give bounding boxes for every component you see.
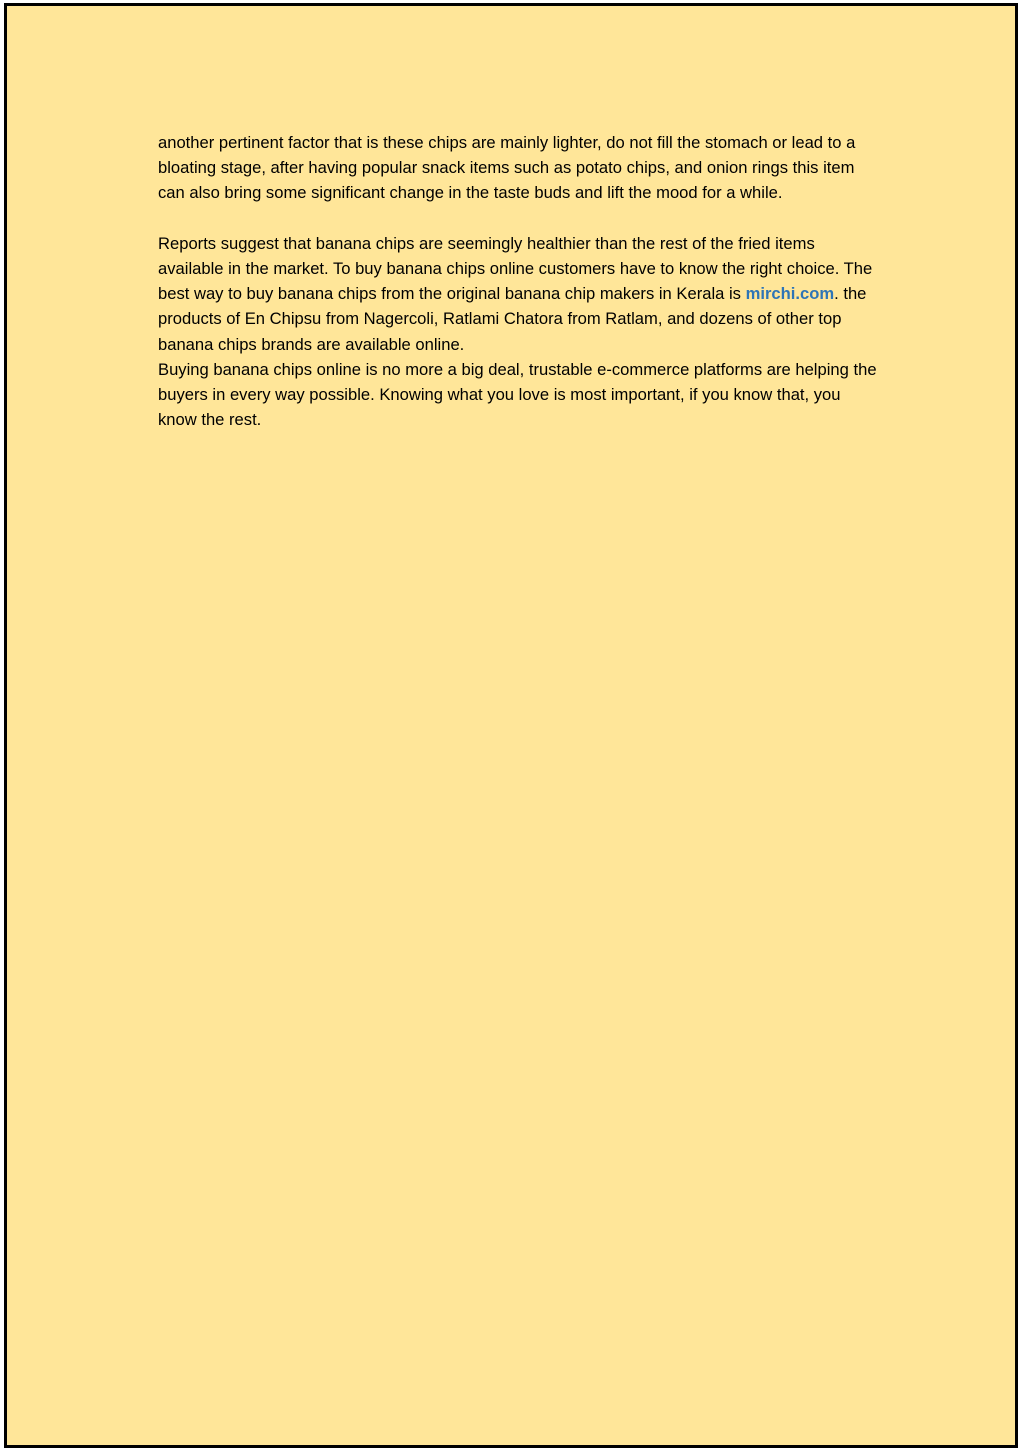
- document-body: [158, 130, 878, 432]
- paragraph-lightness: another pertinent factor that is these chips are mainly lighter, do not fill the stomach or lead to a bloating stage, after having popular snack items such as potato chips, and onion rings this item can also bring some significant change in the taste buds and lift the mood for a while.: [158, 133, 856, 203]
- paragraph-buying-online: Buying banana chips online is no more a big deal, trustable e-commerce platforms are helping the buyers in every way possible. Knowing what you love is most important, if you know that, you know the rest.: [158, 359, 877, 430]
- paragraph-spacer: [158, 206, 878, 231]
- mirchi-link[interactable]: mirchi.com: [745, 284, 835, 304]
- paragraph-health-reports: [158, 231, 878, 357]
- paragraph-text-after-link: . the products of En Chipsu from Nagercoli, Ratlami Chatora from Ratlam, and dozens of other top banana chips brands are available online.: [158, 284, 867, 354]
- paragraph-text-before-link: Reports suggest that banana chips are seemingly healthier than the rest of the fried items available in the market. To buy banana chips online customers have to know the right choice. The best way to buy banana chips from the original banana chip makers in Kerala is: [158, 233, 873, 304]
- document-page: [4, 3, 1018, 1448]
